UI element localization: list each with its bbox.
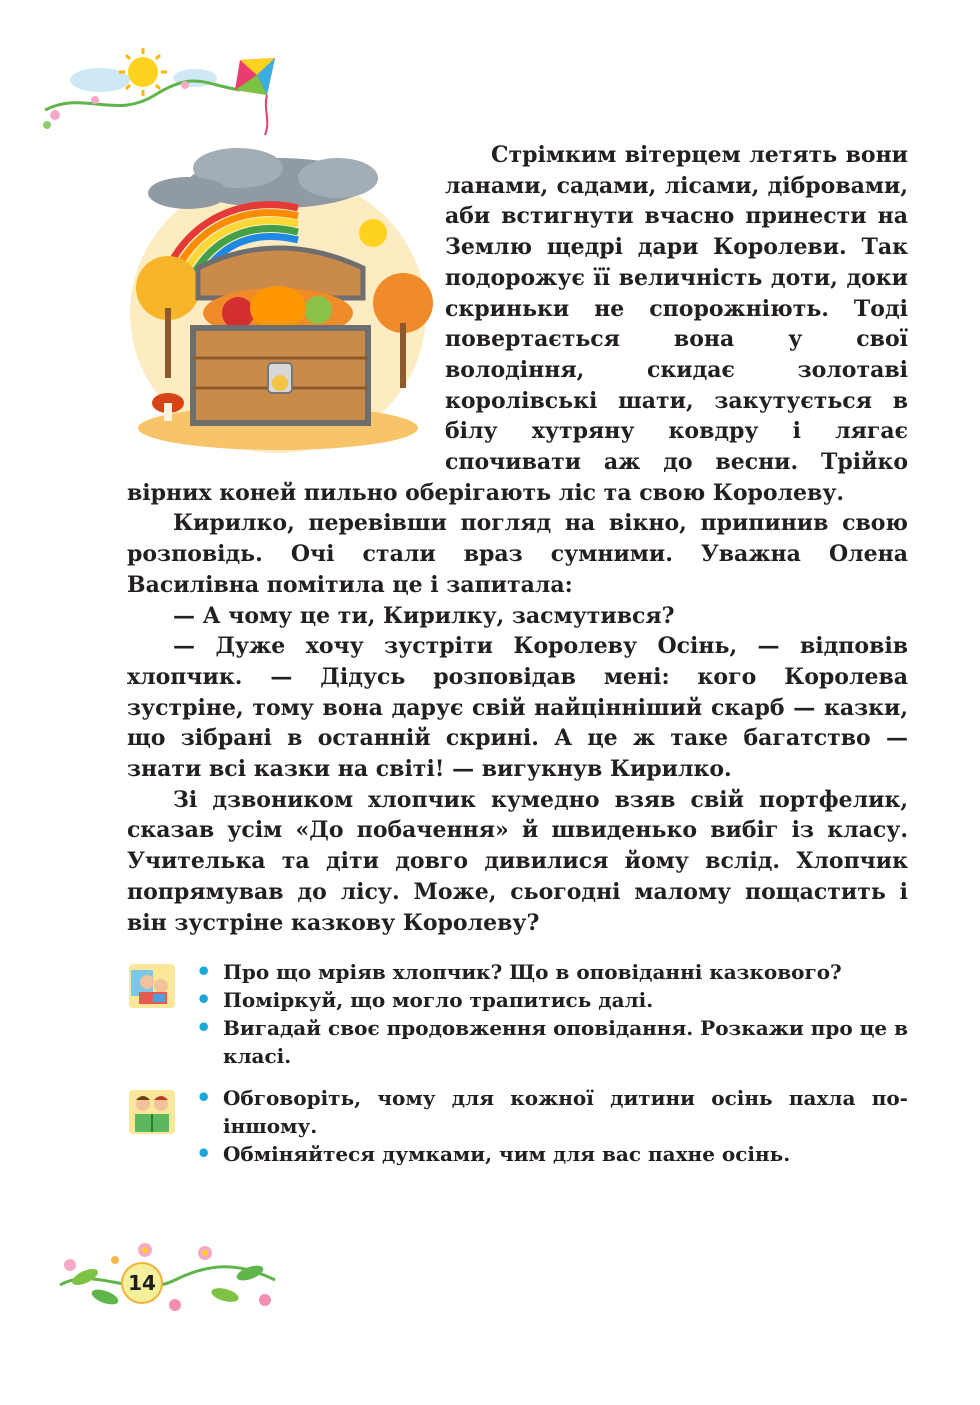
story-paragraph: Зі дзвоником хлопчик кумедно взяв свій портфелик, сказав усім «До побачення» й швиденько вибіг із класу. Учителька та діти довго дивилися йому вслід. Хлопчик попрямував до лісу. Може, сьогодні малому пощастить і він зустріне казкову Королеву? [127,786,908,936]
children-reading-icon [127,1086,179,1138]
page-number: 14 [121,1262,163,1304]
sun-icon [119,48,167,96]
sun-kite-decoration [35,40,285,140]
story-paragraph: Кирилко, перевівши погляд на вікно, припинив свою розповідь. Очі стали враз сумними. Уважна Олена Василівна помітила це і запитала: [127,510,908,598]
task-list [223,958,908,1070]
task-item: • Поміркуй, що могло трапитись далі. [223,986,908,1014]
illustration-spacer [127,140,445,470]
task-item: • Обговоріть, чому для кожної дитини осінь пахла по-іншому. [223,1084,908,1140]
story-paragraph: Стрімким вітерцем летять вони ланами, садами, лісами, дібровами, аби встигнути вчасно принести на Землю щедрі дари Королеви. Так подорожує її величність доти, доки скриньки не спорожніють. Тоді повертається вона у свої володіння, скидає золотаві королівські шати, закутується в білу хутряну ковдру і лягає спочивати аж до весни. Трійко вірних коней пильно оберігають ліс та свою Королеву. [127,142,908,506]
story-dialogue-line: — Дуже хочу зустріти Королеву Осінь, — відповів хлопчик. — Дідусь розповідав мені: кого Королева зустріне, тому вона дарує свій найцінніший скарб — казки, що зібрані в останній скрині. А це ж таке багатство — знати всі казки на світі! — вигукнув Кирилко. [127,633,908,783]
task-item: • Про що мріяв хлопчик? Що в оповіданні казкового? [223,958,908,986]
task-group-individual [127,958,908,1070]
children-with-book-icon [127,960,179,1012]
questions-section [127,958,908,1168]
floral-footer-decoration [55,1235,280,1320]
kite-icon [235,58,275,135]
task-item: • Вигадай своє продовження оповідання. Розкажи про це в класі. [223,1014,908,1070]
task-group-discussion [127,1084,908,1168]
task-list [223,1084,908,1168]
task-item: • Обміняйтеся думками, чим для вас пахне осінь. [223,1140,908,1168]
story-dialogue-line: — А чому це ти, Кирилку, засмутився? [173,602,675,629]
story-text [127,140,908,938]
